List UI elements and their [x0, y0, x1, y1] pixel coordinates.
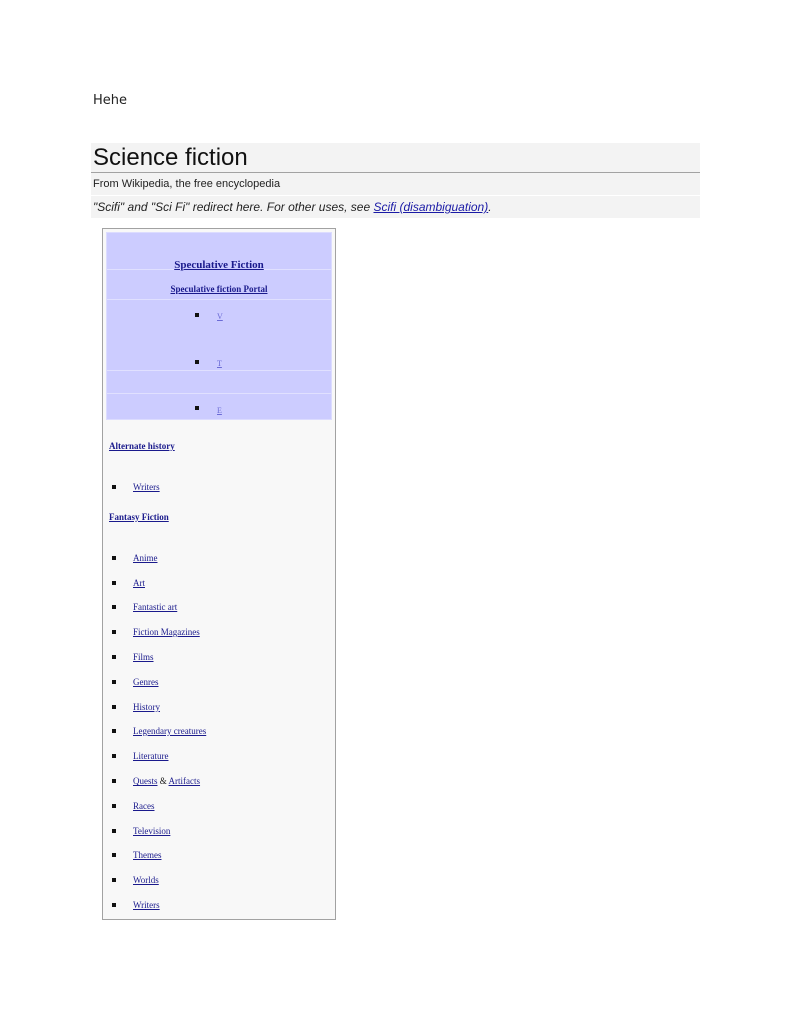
- bullet-icon: [112, 779, 116, 783]
- article-header: [91, 143, 700, 218]
- films-link[interactable]: Films: [133, 652, 154, 662]
- list-item: [133, 776, 200, 786]
- art-link[interactable]: Art: [133, 578, 145, 588]
- page-subtitle: From Wikipedia, the free encyclopedia: [91, 173, 700, 196]
- bullet-icon: [112, 853, 116, 857]
- top-note: Hehe: [93, 93, 128, 108]
- list-item: [133, 627, 200, 637]
- list-item: [133, 652, 154, 662]
- disambiguation-link[interactable]: Scifi (disambiguation): [373, 200, 489, 214]
- bullet-icon: [195, 406, 199, 410]
- list-item: [133, 726, 206, 736]
- list-item: [133, 801, 155, 811]
- legendary-creatures-link[interactable]: Legendary creatures: [133, 726, 207, 736]
- list-item: [133, 875, 159, 885]
- themes-link[interactable]: Themes: [133, 850, 162, 860]
- bullet-icon: [112, 630, 116, 634]
- history-link[interactable]: History: [133, 702, 160, 712]
- list-item: [133, 751, 168, 761]
- bullet-icon: [112, 581, 116, 585]
- view-link[interactable]: V: [217, 312, 223, 321]
- hatnote-text: "Scifi" and "Sci Fi" redirect here. For other uses, see: [93, 200, 374, 214]
- list-item: [133, 553, 158, 563]
- list-item: [133, 850, 162, 860]
- bullet-icon: [112, 804, 116, 808]
- bullet-icon: [112, 556, 116, 560]
- bullet-icon: [112, 729, 116, 733]
- infobox-title: [107, 259, 331, 271]
- bullet-icon: [112, 655, 116, 659]
- list-item: [133, 677, 159, 687]
- list-item: [133, 900, 160, 910]
- quests-link[interactable]: Quests: [133, 776, 158, 786]
- worlds-link[interactable]: Worlds: [133, 875, 159, 885]
- talk-link[interactable]: T: [217, 359, 222, 368]
- literature-link[interactable]: Literature: [133, 751, 169, 761]
- fiction-magazines-link[interactable]: Fiction Magazines: [133, 627, 200, 637]
- alternate-history-link[interactable]: Alternate history: [109, 441, 175, 451]
- fantasy-writers-link[interactable]: Writers: [133, 900, 160, 910]
- header-divider: [107, 370, 331, 371]
- alternate-history-writers-link[interactable]: Writers: [133, 482, 160, 492]
- bullet-icon: [112, 485, 116, 489]
- header-divider: [107, 393, 331, 394]
- bullet-icon: [112, 878, 116, 882]
- page-title: Science fiction: [91, 143, 700, 173]
- ampersand: &: [159, 776, 167, 786]
- bullet-icon: [112, 605, 116, 609]
- races-link[interactable]: Races: [133, 801, 155, 811]
- artifacts-link[interactable]: Artifacts: [168, 776, 201, 786]
- portal-link[interactable]: Speculative fiction Portal: [170, 284, 268, 294]
- bullet-icon: [195, 360, 199, 364]
- speculative-fiction-link[interactable]: Speculative Fiction: [174, 259, 264, 271]
- list-item: [133, 826, 170, 836]
- infobox-header: [106, 232, 332, 420]
- list-item: [133, 602, 177, 612]
- fantasy-fiction-link[interactable]: Fantasy Fiction: [109, 512, 169, 522]
- fantastic-art-link[interactable]: Fantastic art: [133, 602, 178, 612]
- bullet-icon: [112, 903, 116, 907]
- hatnote: [91, 196, 700, 218]
- edit-link[interactable]: E: [217, 406, 222, 415]
- hatnote-suffix: .: [488, 200, 492, 214]
- list-item: [133, 702, 160, 712]
- bullet-icon: [195, 313, 199, 317]
- list-item: [133, 482, 160, 492]
- infobox-portal: [107, 284, 331, 294]
- genres-link[interactable]: Genres: [133, 677, 159, 687]
- bullet-icon: [112, 680, 116, 684]
- bullet-icon: [112, 754, 116, 758]
- header-divider: [107, 299, 331, 300]
- bullet-icon: [112, 705, 116, 709]
- anime-link[interactable]: Anime: [133, 553, 158, 563]
- bullet-icon: [112, 829, 116, 833]
- list-item: [133, 578, 145, 588]
- television-link[interactable]: Television: [133, 826, 171, 836]
- speculative-fiction-infobox: [102, 228, 336, 920]
